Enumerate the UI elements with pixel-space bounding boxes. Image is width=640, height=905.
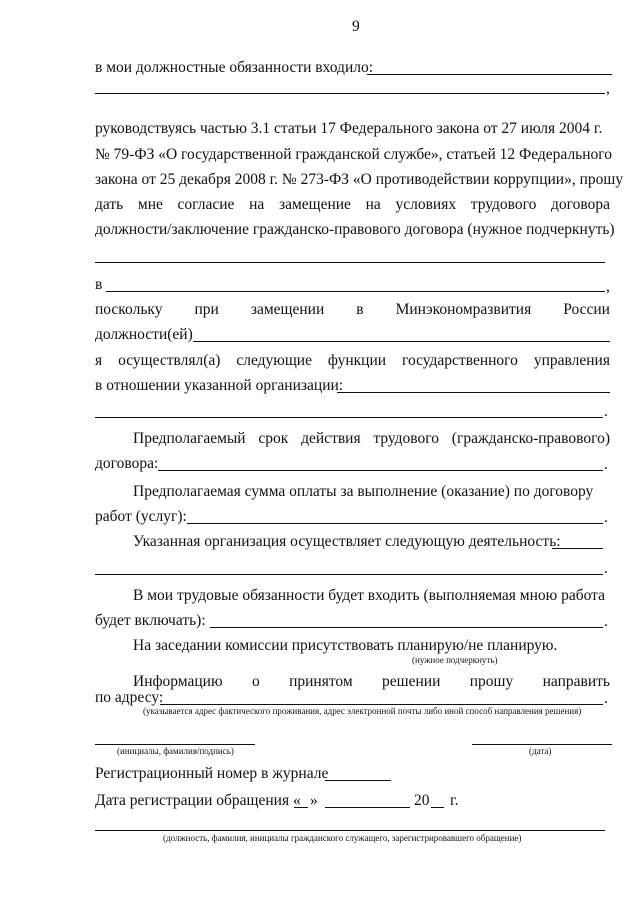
period: . — [604, 613, 608, 630]
sum-field[interactable] — [187, 523, 603, 524]
word: замещении — [250, 301, 325, 318]
registration-year-prefix: 20 — [414, 792, 430, 809]
functions-field[interactable] — [337, 392, 610, 393]
word: управления — [533, 352, 610, 369]
word: на — [365, 196, 381, 213]
period: . — [604, 456, 608, 473]
period: . — [604, 403, 608, 420]
activity-label: Указанная организация осуществляет следующую деятельность: — [133, 533, 561, 550]
registration-year-suffix: г. — [450, 792, 459, 809]
word: функции — [327, 352, 387, 369]
word: договора — [551, 196, 610, 213]
word: Предполагаемый — [133, 430, 246, 447]
word: России — [563, 301, 610, 318]
registration-number-field[interactable] — [325, 780, 391, 781]
address-label: по адресу: — [95, 689, 164, 706]
activity-field-2[interactable] — [95, 574, 603, 575]
word: (гражданско-правового) — [451, 430, 610, 447]
word: трудового — [470, 196, 537, 213]
duties-previous-field[interactable] — [367, 74, 612, 75]
period: . — [604, 560, 608, 577]
positions-label: должности(ей) — [95, 326, 193, 343]
word: решении — [382, 673, 441, 690]
word: условиях — [395, 196, 457, 213]
duties-field[interactable] — [210, 627, 603, 628]
info-text-line-justified — [133, 673, 610, 691]
word: осуществлял(а) — [118, 352, 221, 369]
organization-label: в — [95, 276, 103, 293]
activity-field[interactable] — [552, 548, 603, 549]
registration-month-field[interactable] — [325, 807, 410, 808]
word: Минэкономразвития — [395, 301, 532, 318]
duties-previous-label: в мои должностные обязанности входило: — [95, 59, 374, 76]
date-field[interactable] — [472, 744, 612, 745]
term-field[interactable] — [158, 470, 603, 471]
request-text-line: закона от 25 декабря 2008 г. № 273-ФЗ «О противодействии коррупции», прошу — [95, 171, 624, 188]
request-text-line: должности/заключение гражданско-правового договора (нужное подчеркнуть) — [95, 221, 615, 238]
registrar-caption: (должность, фамилия, инициалы гражданского служащего, зарегистрировавшего обращение) — [163, 833, 522, 843]
word: действия — [301, 430, 361, 447]
term-label: договора: — [95, 455, 159, 472]
positions-field[interactable] — [193, 341, 610, 342]
registration-date-label: Дата регистрации обращения « — [95, 792, 301, 809]
term-text-line-justified — [133, 430, 610, 448]
meeting-text: На заседании комиссии присутствовать планирую/не планирую. — [133, 637, 558, 654]
word: о — [251, 673, 260, 690]
request-text-line: № 79-ФЗ «О государственной гражданской службе», статьей 12 Федерального — [95, 146, 613, 163]
word: дать — [95, 196, 124, 213]
functions-text-line-justified — [95, 352, 610, 370]
position-field[interactable] — [95, 262, 605, 263]
word: принятом — [289, 673, 353, 690]
sum-label: работ (услуг): — [95, 508, 187, 525]
address-field[interactable] — [160, 704, 603, 705]
word: прошу — [469, 673, 514, 690]
meeting-hint: (нужное подчеркнуть) — [412, 655, 498, 665]
signature-caption: (инициалы, фамилия/подпись) — [117, 746, 234, 756]
word: согласие — [177, 196, 235, 213]
duties-label: будет включать): — [95, 612, 206, 629]
duties-text-line: В мои трудовые обязанности будет входить (выполняемая мною работа — [133, 587, 606, 604]
word: государственного — [401, 352, 518, 369]
registration-day-field[interactable] — [294, 807, 308, 808]
duties-previous-field-2[interactable] — [95, 93, 605, 94]
comma: , — [606, 278, 610, 295]
registration-date-quote: » — [310, 792, 318, 809]
functions-field-2[interactable] — [95, 417, 603, 418]
request-text-line-justified — [95, 196, 610, 214]
word: замещение — [278, 196, 351, 213]
word: срок — [258, 430, 289, 447]
address-hint: (указывается адрес фактического проживания, адрес электронной почты либо иной способ направления решения) — [143, 706, 582, 716]
functions-label: в отношении указанной организации: — [95, 377, 344, 394]
word: трудового — [373, 430, 439, 447]
registration-year-field[interactable] — [431, 807, 444, 808]
word: при — [194, 301, 219, 318]
date-caption: (дата) — [529, 746, 552, 756]
period: . — [604, 509, 608, 526]
word: я — [95, 352, 103, 369]
request-text-line: руководствуясь частью 3.1 статьи 17 Федерального закона от 27 июля 2004 г. — [95, 120, 603, 137]
period: . — [604, 690, 608, 707]
registration-number-label: Регистрационный номер в журнале — [95, 765, 329, 782]
word: направить — [542, 673, 610, 690]
word: поскольку — [95, 301, 163, 318]
comma: , — [606, 80, 610, 97]
word: на — [249, 196, 265, 213]
word: Информацию — [133, 673, 223, 690]
reason-text-line-justified — [95, 301, 610, 319]
registrar-field[interactable] — [95, 830, 605, 831]
page-number: 9 — [352, 18, 360, 35]
word: следующие — [236, 352, 312, 369]
word: мне — [137, 196, 163, 213]
word: в — [356, 301, 364, 318]
sum-text-line: Предполагаемая сумма оплаты за выполнение (оказание) по договору — [133, 483, 594, 500]
signature-field[interactable] — [95, 744, 255, 745]
organization-field[interactable] — [106, 291, 605, 292]
